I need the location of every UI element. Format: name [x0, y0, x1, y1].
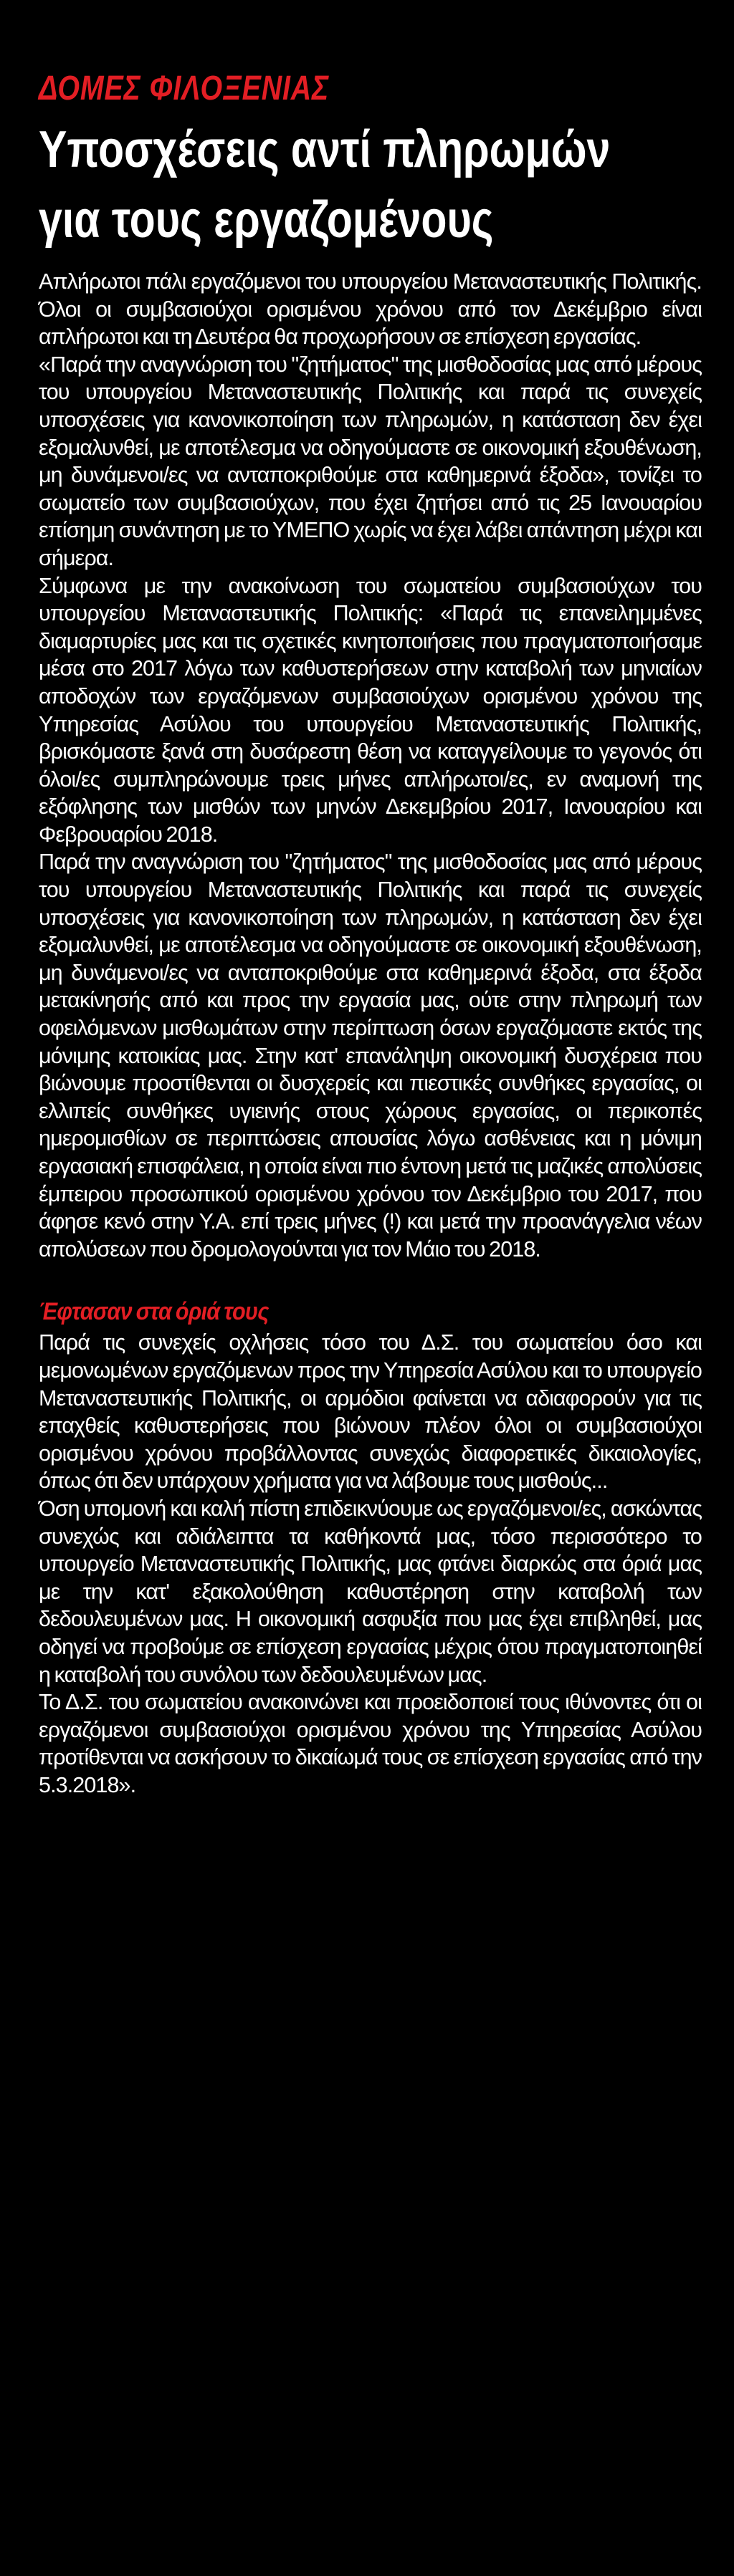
paragraph: Παρά την αναγνώριση του "ζητήματος" της μισθοδοσίας μας από μέρους του υπουργείου Μεταναστευτικής Πολιτικής και παρά τις συνεχείς υποσχέσεις για κανονικοποίηση των πληρωμών, η κατάσταση δεν έχει εξομαλυνθεί, με αποτέλεσμα να οδηγούμαστε σε οικονομική εξουθένωση, μη δυνάμενοι/ες να ανταποκριθούμε στα καθημερινά έξοδα, στα έξοδα μετακίνησής από και προς την εργασία μας, ούτε στην πληρωμή των οφειλόμενων μισθωμάτων στην περίπτωση όσων εργαζόμαστε εκτός της μόνιμης κατοικίας μας. Στην κατ' επανάληψη οικονομική δυσχέρεια που βιώνουμε προστίθενται οι δυσχερείς και πιεστικές συνθήκες εργασίας, οι ελλιπείς συνθήκες υγιεινής στους χώρους εργασίας, οι περικοπές ημερομισθίων σε περιπτώσεις απουσίας λόγω ασθένειας και η μόνιμη εργασιακή επισφάλεια, η οποία είναι πιο έντονη μετά τις μαζικές απολύσεις έμπειρου προσωπικού ορισμένου χρόνου τον Δεκέμβριο του 2017, που άφησε κενό στην Υ.Α. επί τρεις μήνες (!) και μετά την προανάγγελια νέων απολύσεων που δρομολογούνται για τον Μάιο του 2018. — [39, 850, 702, 1261]
subheading: Έφτασαν στα όριά τους — [39, 1298, 269, 1326]
paragraph: Απλήρωτοι πάλι εργαζόμενοι του υπουργείου Μεταναστευτικής Πολιτικής. Όλοι οι συμβασιούχοι ορισμένου χρόνου από τον Δεκέμβριο είναι απλήρωτοι και τη Δευτέρα θα προχωρήσουν σε επίσχεση εργασίας. — [39, 269, 702, 350]
headline — [39, 115, 674, 255]
headline-line-2: για τους εργαζομένους — [39, 191, 494, 249]
paragraph: Σύμφωνα με την ανακοίνωση του σωματείου συμβασιούχων του υπουργείου Μεταναστευτικής Πολιτικής: «Παρά τις επανειλημμένες διαμαρτυρίες μας και τις σχετικές κινητοποιήσεις που πραγματοποιήσαμε μέσα στο 2017 λόγω των καθυστερήσεων στην καταβολή των μηνιαίων αποδοχών των εργαζόμενων συμβασιούχων ορισμένου χρόνου της Υπηρεσίας Ασύλου του υπουργείου Μεταναστευτικής Πολιτικής, βρισκόμαστε ξανά στη δυσάρεστη θέση να καταγγείλουμε το γεγονός ότι όλοι/ες συμπληρώνουμε τρεις μήνες απλήρωτοι/ες, εν αναμονή της εξόφλησης των μισθών των μηνών Δεκεμβρίου 2017, Ιανουαρίου και Φεβρουαρίου 2018. — [39, 573, 702, 847]
paragraph: «Παρά την αναγνώριση του "ζητήματος" της μισθοδοσίας μας από μέρους του υπουργείου Μεταναστευτικής Πολιτικής και παρά τις συνεχείς υποσχέσεις για κανονικοποίηση των πληρωμών, η κατάσταση δεν έχει εξομαλυνθεί, με αποτέλεσμα να οδηγούμαστε σε οικονομική εξουθένωση, μη δυνάμενοι/ες να ανταποκριθούμε στα καθημερινά έξοδα», τονίζει το σωματείο των συμβασιούχων, που έχει ζητήσει από τις 25 Ιανουαρίου επίσημη συνάντηση με το ΥΜΕΠΟ χωρίς να έχει λάβει απάντηση μέχρι και σήμερα. — [39, 352, 702, 570]
section-kicker: ΔΟΜΕΣ ΦΙΛΟΞΕΝΙΑΣ — [39, 69, 330, 107]
paragraph: Παρά τις συνεχείς οχλήσεις τόσο του Δ.Σ. του σωματείου όσο και μεμονωμένων εργαζόμενων προς την Υπηρεσία Ασύλου και το υπουργείο Μεταναστευτικής Πολιτικής, οι αρμόδιοι φαίνεται να αδιαφορούν για τις επαχθείς καθυστερήσεις που βιώνουν πλέον όλοι οι συμβασιούχοι ορισμένου χρόνου προβάλλοντας συνεχώς διαφορετικές δικαιολογίες, όπως ότι δεν υπάρχουν χρήματα για να λάβουμε τους μισθούς... — [39, 1330, 702, 1494]
article — [39, 0, 702, 1799]
paragraph: Το Δ.Σ. του σωματείου ανακοινώνει και προειδοποιεί τους ιθύνοντες ότι οι εργαζόμενοι συμβασιούχοι ορισμένου χρόνου της Υπηρεσίας Ασύλου προτίθενται να ασκήσουν το δικαίωμά τους σε επίσχεση εργασίας από την 5.3.2018». — [39, 1690, 702, 1797]
paragraph: Όση υπομονή και καλή πίστη επιδεικνύουμε ως εργαζόμενοι/ες, ασκώντας συνεχώς και αδιάλειπτα τα καθήκοντά μας, τόσο περισσότερο το υπουργείο Μεταναστευτικής Πολιτικής, μας φτάνει διαρκώς στα όριά μας με την κατ' εξακολούθηση καθυστέρηση στην καταβολή των δεδουλευμένων μας. Η οικονομική ασφυξία που μας έχει επιβληθεί, μας οδηγεί να προβούμε σε επίσχεση εργασίας μέχρις ότου πραγματοποιηθεί η καταβολή του συνόλου των δεδουλευμένων μας. — [39, 1496, 702, 1687]
article-body — [39, 268, 702, 1799]
headline-line-1: Υποσχέσεις αντί πληρωμών — [39, 121, 611, 178]
